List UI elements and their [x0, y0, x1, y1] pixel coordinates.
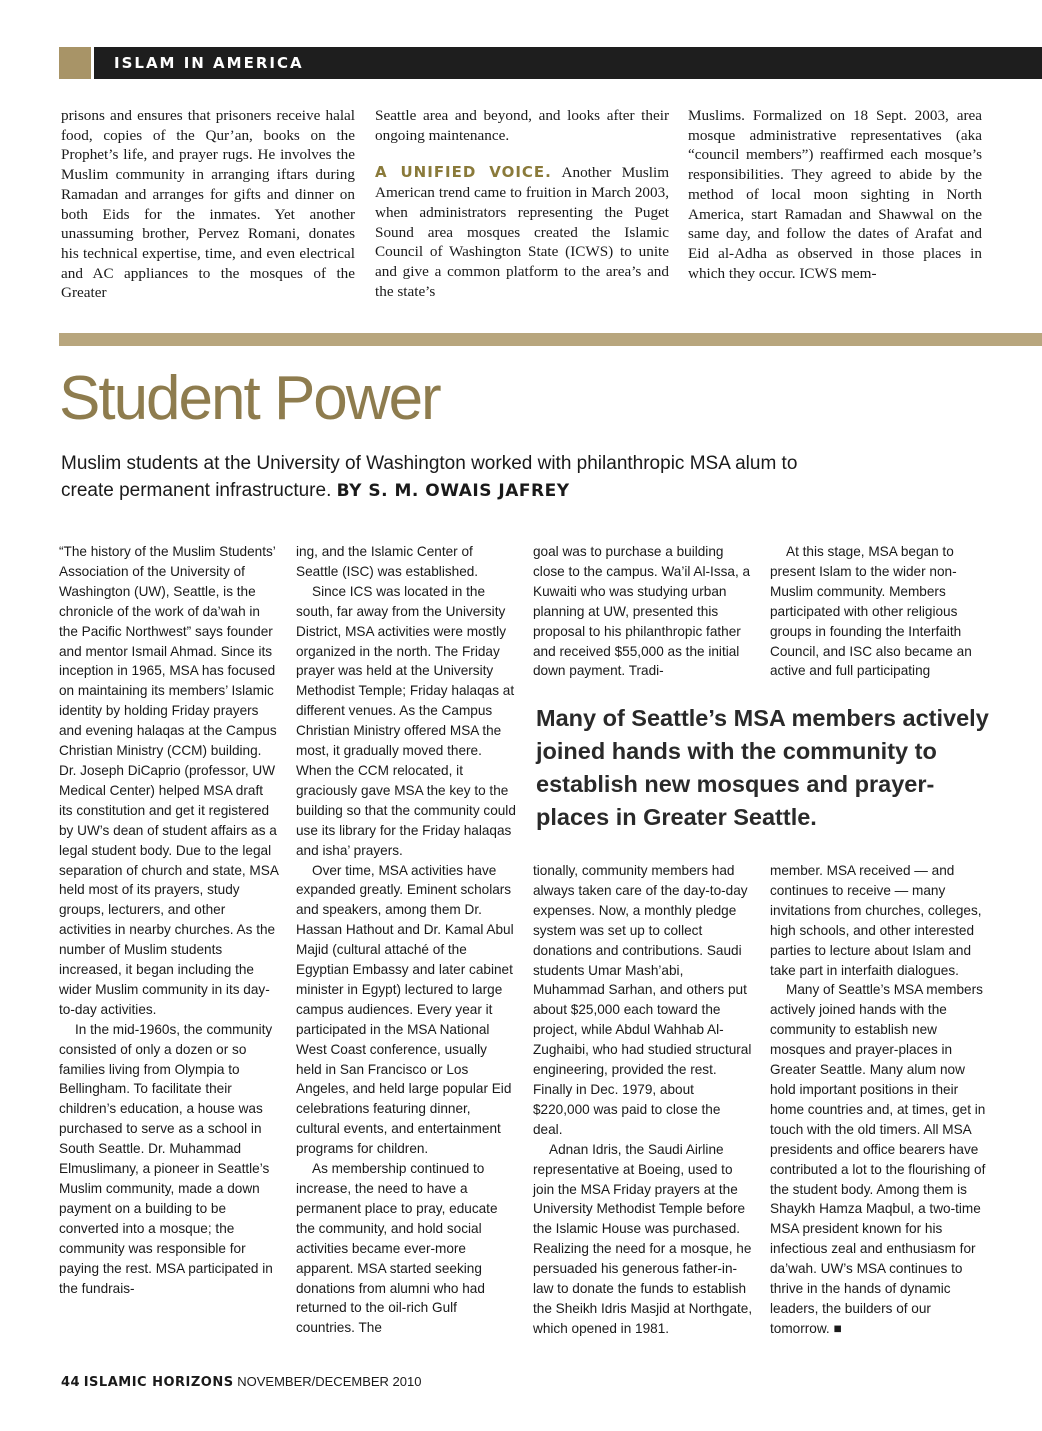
- subhead-unified-voice: A UNIFIED VOICE.: [375, 163, 552, 182]
- body-column-3-top: [533, 542, 753, 681]
- body-column-4-top: [770, 542, 990, 681]
- body-column-4-bottom: [770, 861, 990, 1339]
- publication-name: ISLAMIC HORIZONS: [83, 1375, 234, 1390]
- upper-col1-text: prisons and ensures that prisoners receive halal food, copies of the Qur’an, books on the Prophet’s life, and prayer rugs. He involves the Muslim community in arranging iftars during Ramadan and arranges for gifts and dinner on both Eids for the inmates. Yet another unassuming brother, Pervez Romani, donates his technical expertise, time, and even electrical and AC appliances to the mosques of the Greater: [61, 107, 355, 302]
- upper-col3-text: Muslims. Formalized on 18 Sept. 2003, area mosque administrative representatives (aka “council members”) reaffirmed each mosque’s responsibilities. They agreed to abide by the method of local moon sighting in North America, start Ramadan and Shawwal on the same day, and follow the dates of Arafat and Eid al-Adha as observed in those places in which they occur. ICWS mem-: [688, 107, 982, 282]
- upper-column-2: [375, 106, 669, 301]
- body-paragraph: Many of Seattle’s MSA members actively joined hands with the community to establish new mosques and prayer-places in Greater Seattle. Many alum now hold important positions in their home countries and, at times, get in touch with the old timers. All MSA presidents and office bearers have contributed a lot to the flourishing of the student body. Among them is Shaykh Hamza Maqbul, a two-time MSA president known for his infectious zeal and enthusiasm for da’wah. UW’s MSA continues to thrive in the hands of dynamic leaders, the builders of our tomorrow. ■: [770, 982, 986, 1336]
- upper-column-1: [61, 106, 355, 303]
- body-paragraph: Since ICS was located in the south, far away from the University District, MSA activities were mostly organized in the north. The Friday prayer was held at the University Methodist Temple; Friday halaqas at different venues. As the Campus Christian Ministry offered MSA the most, it gradually moved there. When the CCM relocated, it graciously gave MSA the key to the building so that the community could use its library for the Friday halaqas and isha’ prayers.: [296, 583, 516, 858]
- upper-col2-text-b: Another Muslim American trend came to fruition in March 2003, when administrators representing the Puget Sound area mosques created the Islamic Council of Washington State (ICWS) to unite and give a common platform to the area’s and the state’s: [375, 164, 670, 300]
- body-column-1: [59, 542, 279, 1298]
- article-title: Student Power: [59, 364, 440, 433]
- issue-date: NOVEMBER/DECEMBER 2010: [237, 1374, 422, 1389]
- page-footer: [61, 1374, 421, 1391]
- byline: BY S. M. OWAIS JAFREY: [336, 481, 570, 501]
- body-paragraph: As membership continued to increase, the need to have a permanent place to pray, educate the community, and hold social activities became ever-more apparent. MSA started seeking donations from alumni who had returned to the oil-rich Gulf countries. The: [296, 1161, 498, 1336]
- body-column-3-bottom: [533, 861, 753, 1339]
- body-paragraph: “The history of the Muslim Students’ Association of the University of Washington (UW), Seattle, is the chronicle of the work of da’wah in the Pacific Northwest” says founder and mentor Ismail Ahmad. Since its inception in 1965, MSA has focused on maintaining its members’ Islamic identity by holding Friday prayers and evening halaqas at the Campus Christian Ministry (CCM) building. Dr. Joseph DiCaprio (professor, UW Medical Center) helped MSA draft its constitution and get it registered by UW’s dean of student affairs as a legal student body. Due to the legal separation of church and state, MSA held most of its prayers, study groups, lecturers, and other activities in nearby churches. As the number of Muslim students increased, it began including the wider Muslim community in its day-to-day activities.: [59, 544, 279, 1017]
- body-paragraph: member. MSA received — and continues to receive — many invitations from churches, colleges, high schools, and other interested parties to lecture about Islam and take part in interfaith dialogues.: [770, 863, 982, 978]
- section-color-swatch: [59, 47, 91, 79]
- body-paragraph: Over time, MSA activities have expanded greatly. Eminent scholars and speakers, among them Dr. Hassan Hathout and Dr. Kamal Abul Majid (cultural attaché of the Egyptian Embassy and later cabinet minister in Egypt) lectured to large campus audiences. Every year it participated in the MSA National West Coast conference, usually held in San Francisco or Los Angeles, and held large popular Eid celebrations featuring dinner, cultural events, and entertainment programs for children.: [296, 862, 514, 1157]
- dek-text: Muslim students at the University of Washington worked with philanthropic MSA alum to create permanent infrastructure.: [61, 453, 798, 501]
- body-paragraph: Adnan Idris, the Saudi Airline representative at Boeing, used to join the MSA Friday prayers at the University Methodist Temple before the Islamic House was purchased. Realizing the need for a mosque, he persuaded his generous father-in-law to donate the funds to establish the Sheikh Idris Masjid at Northgate, which opened in 1981.: [533, 1141, 753, 1336]
- pull-quote: Many of Seattle’s MSA members actively joined hands with the community to establish new mosques and prayer-places in Greater Seattle.: [536, 705, 989, 830]
- upper-column-3: [688, 106, 982, 283]
- body-column-2: [296, 542, 516, 1338]
- article-dek: [61, 450, 821, 505]
- body-paragraph: tionally, community members had always taken care of the day-to-day expenses. Now, a monthly pledge system was set up to collect donations and contributions. Saudi students Umar Mash’abi, Muhammad Sarhan, and others put about $25,000 each toward the project, while Abdul Wahhab Al-Zughaibi, who had studied structural engineering, provided the rest. Finally in Dec. 1979, about $220,000 was paid to close the deal.: [533, 863, 752, 1137]
- body-paragraph: ing, and the Islamic Center of Seattle (ISC) was established.: [296, 544, 479, 579]
- body-paragraph: In the mid-1960s, the community consisted of only a dozen or so families living from Olympia to Bellingham. To facilitate their children’s education, a house was purchased to serve as a school in South Seattle. Dr. Muhammad Elmuslimany, a pioneer in Seattle’s Muslim community, made a down payment on a building to be converted into a mosque; the community was responsible for paying the rest. MSA participated in the fundrais-: [59, 1021, 273, 1296]
- upper-col2-paragraph: [375, 163, 669, 301]
- body-paragraph: goal was to purchase a building close to the campus. Wa’il Al-Issa, a Kuwaiti who was studying urban planning at UW, presented this proposal to his philanthropic father and received $55,000 as the initial down payment. Tradi-: [533, 544, 751, 679]
- body-paragraph: At this stage, MSA began to present Islam to the wider non-Muslim community. Members participated with other religious groups in founding the Interfaith Council, and ISC also became an active and full participating: [770, 544, 972, 679]
- section-divider: [59, 333, 1042, 346]
- upper-col2-text-a: Seattle area and beyond, and looks after their ongoing maintenance.: [375, 107, 669, 144]
- section-title: ISLAM IN AMERICA: [114, 54, 304, 72]
- page-number: 44: [61, 1375, 81, 1390]
